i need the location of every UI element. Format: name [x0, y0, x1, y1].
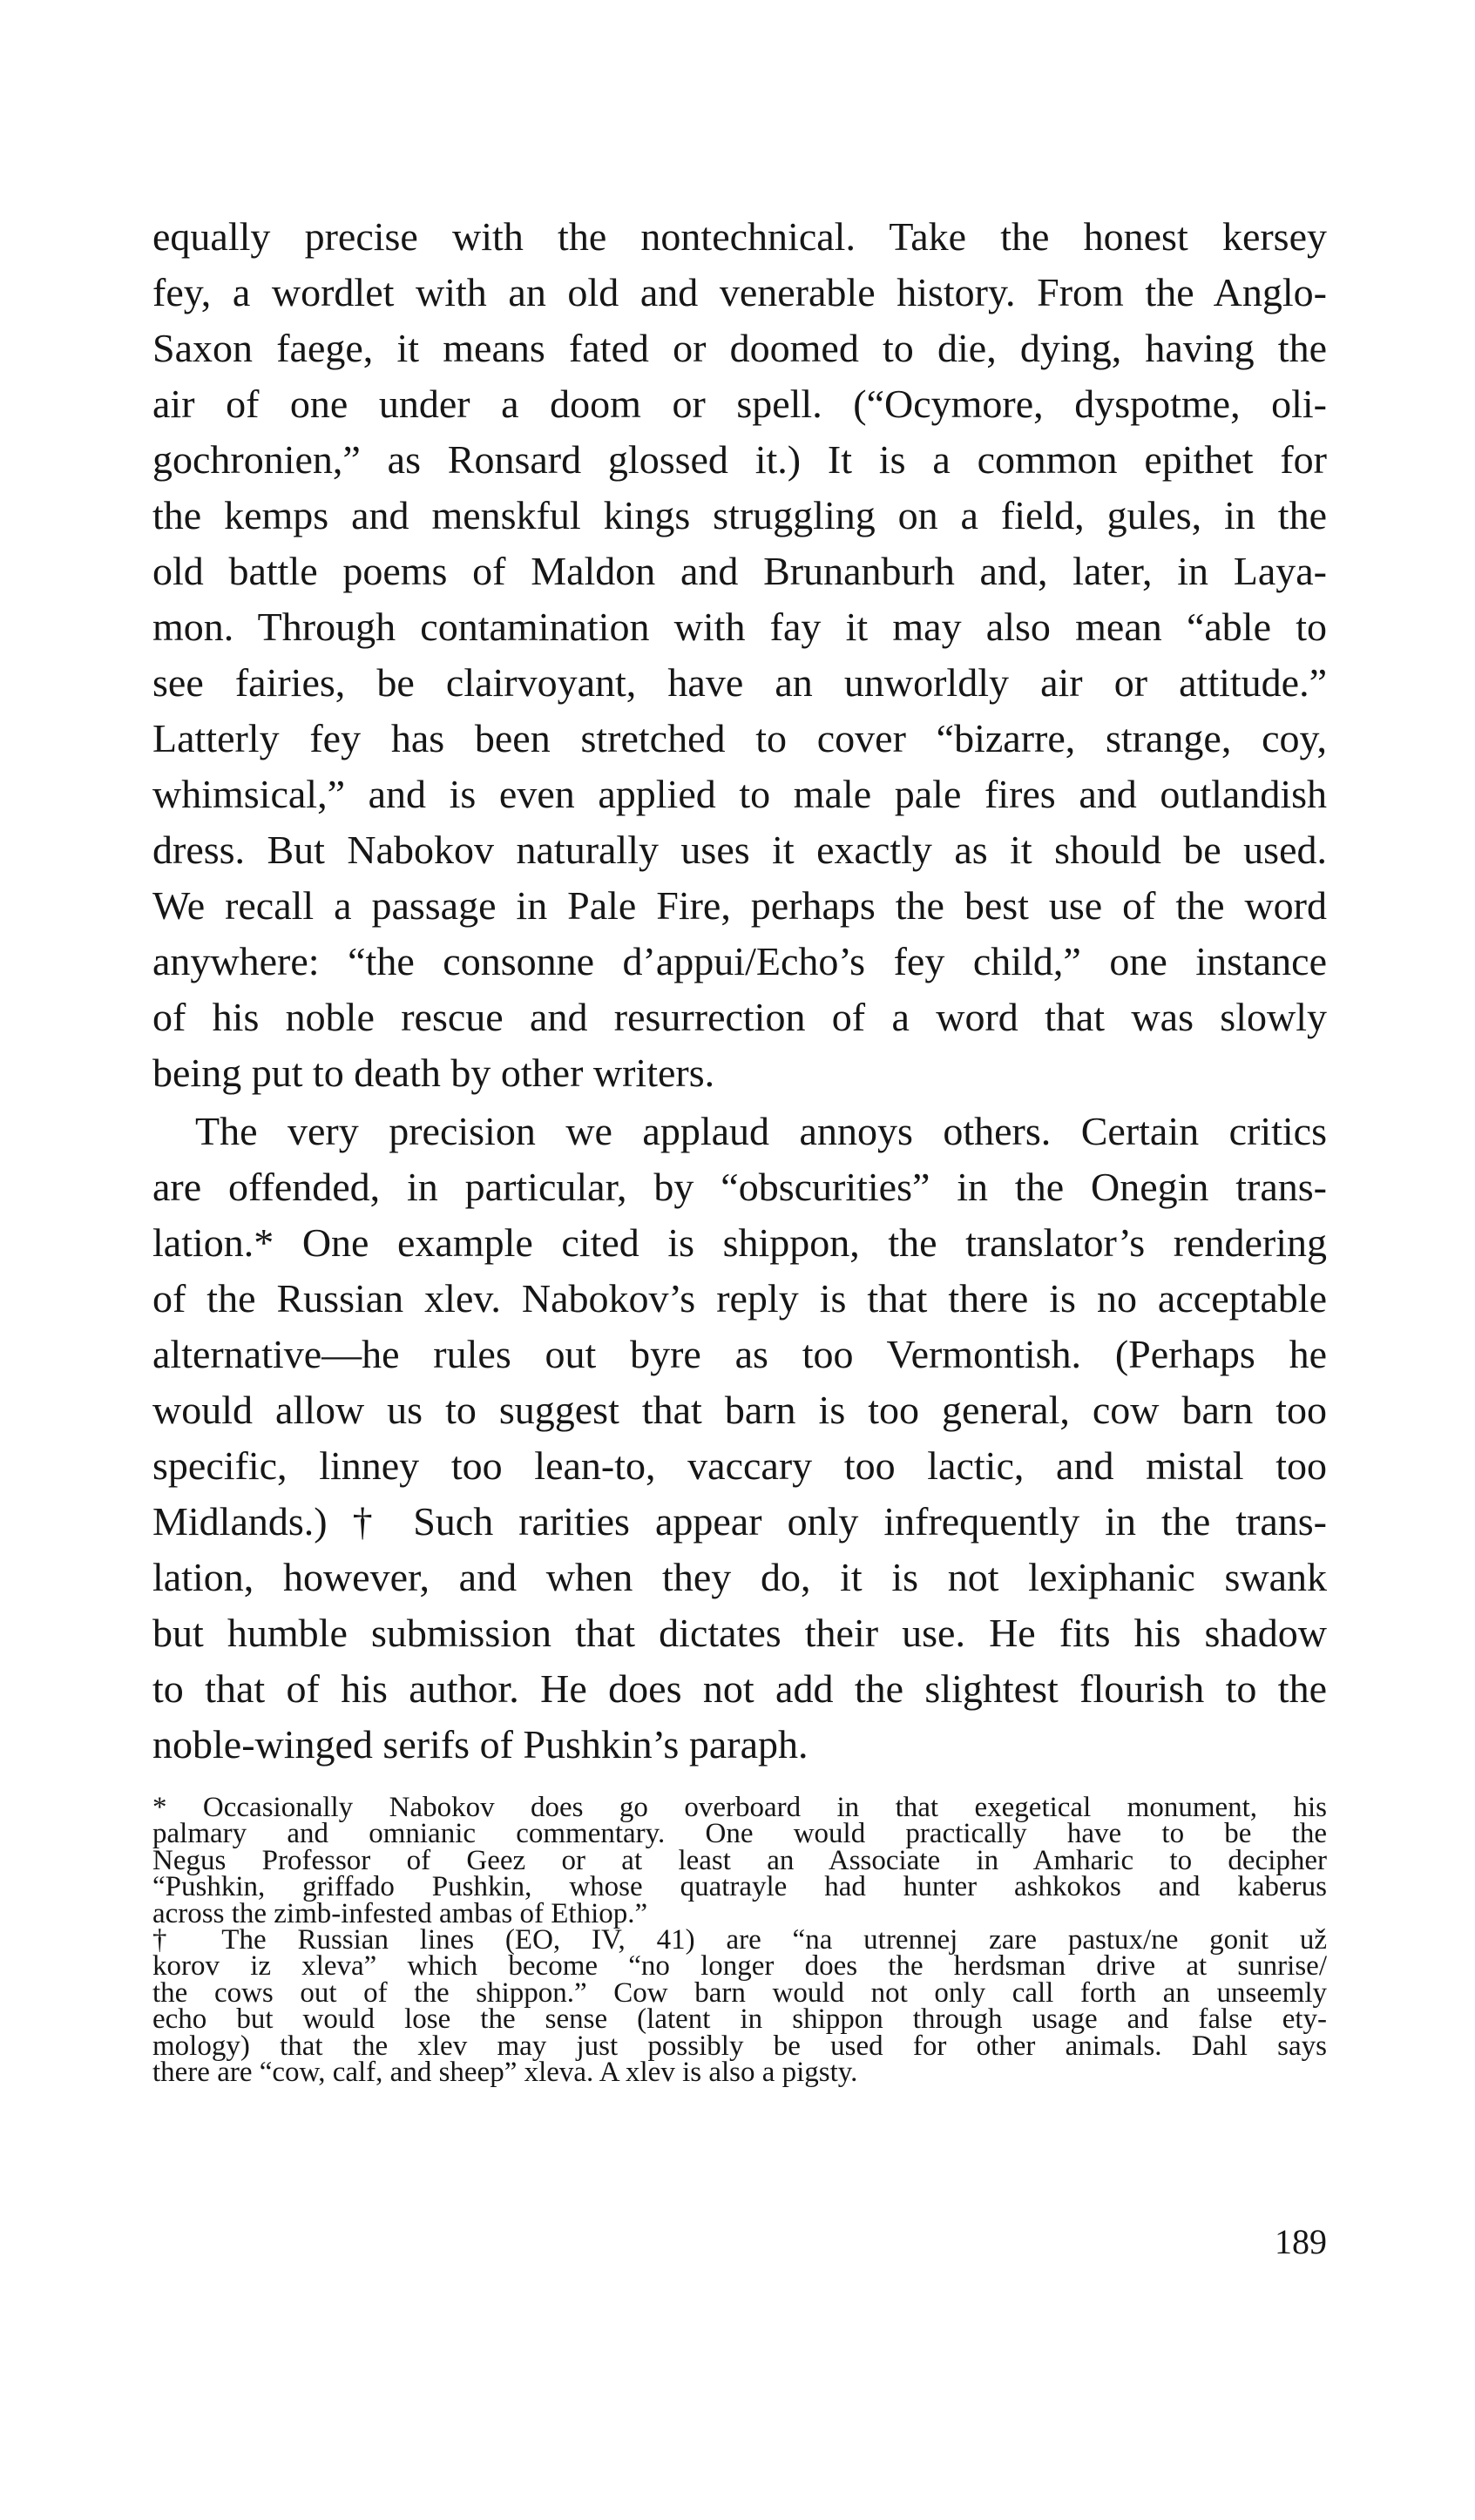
text-line: anywhere: “the consonne d’appui/Echo’s fey child,” one instance	[152, 939, 1327, 983]
text-line: noble-winged serifs of Pushkin’s paraph.	[152, 1722, 809, 1767]
footnote-line: “Pushkin, griffado Pushkin, whose quatrayle had hunter ashkokos and kaberus	[152, 1871, 1327, 1903]
main-text	[152, 209, 1327, 1773]
text-line: Midlands.) † Such rarities appear only infrequently in the trans-	[152, 1499, 1327, 1544]
text-line: see fairies, be clairvoyant, have an unworldly air or attitude.”	[152, 660, 1327, 705]
footnotes	[152, 1792, 1327, 2088]
footnote-line: † The Russian lines (EO, IV, 41) are “na utrennej zare pastux/ne gonit už	[152, 1923, 1327, 1956]
text-line: but humble submission that dictates their use. He fits his shadow	[152, 1611, 1327, 1655]
text-line: We recall a passage in Pale Fire, perhaps the best use of the word	[152, 883, 1327, 928]
text-line: specific, linney too lean-to, vaccary too lactic, and mistal too	[152, 1443, 1327, 1488]
footnote-line: palmary and omnianic commentary. One would practically have to be the	[152, 1818, 1327, 1850]
text-line: being put to death by other writers.	[152, 1051, 715, 1095]
text-line: of his noble rescue and resurrection of a word that was slowly	[152, 995, 1327, 1039]
footnote-line: there are “cow, calf, and sheep” xleva. A xlev is also a pigsty.	[152, 2056, 858, 2088]
text-line: of the Russian xlev. Nabokov’s reply is that there is no acceptable	[152, 1276, 1327, 1321]
text-line: lation, however, and when they do, it is not lexiphanic swank	[152, 1555, 1327, 1599]
footnote-line: the cows out of the shippon.” Cow barn would not only call forth an unseemly	[152, 1976, 1327, 2009]
text-line: alternative—he rules out byre as too Vermontish. (Perhaps he	[152, 1332, 1327, 1376]
footnote-line: across the zimb-infested ambas of Ethiop.”	[152, 1897, 648, 1929]
text-line: The very precision we applaud annoys others. Certain critics	[195, 1109, 1327, 1153]
footnote-line: Negus Professor of Geez or at least an Associate in Amharic to decipher	[152, 1844, 1327, 1876]
text-line: Latterly fey has been stretched to cover “bizarre, strange, coy,	[152, 716, 1327, 760]
page-number: 189	[1275, 2222, 1327, 2261]
footnote-line: echo but would lose the sense (latent in shippon through usage and false ety-	[152, 2003, 1327, 2036]
footnote-line: korov iz xleva” which become “no longer does the herdsman drive at sunrise/	[152, 1950, 1327, 1983]
text-line: equally precise with the nontechnical. Take the honest kersey	[152, 214, 1327, 259]
text-line: gochronien,” as Ronsard glossed it.) It is a common epithet for	[152, 437, 1327, 482]
text-line: lation.* One example cited is shippon, the translator’s rendering	[152, 1220, 1327, 1265]
text-line: are offended, in particular, by “obscurities” in the Onegin trans-	[152, 1165, 1327, 1209]
footnote-line: mology) that the xlev may just possibly be used for other animals. Dahl says	[152, 2030, 1327, 2062]
text-line: to that of his author. He does not add the slightest flourish to the	[152, 1666, 1327, 1711]
text-line: would allow us to suggest that barn is too general, cow barn too	[152, 1388, 1327, 1432]
text-line: the kemps and menskful kings struggling on a field, gules, in the	[152, 493, 1327, 537]
text-line: air of one under a doom or spell. (“Ocymore, dyspotme, oli-	[152, 382, 1327, 426]
footnote-line: * Occasionally Nabokov does go overboard in that exegetical monument, his	[152, 1792, 1327, 1823]
text-line: Saxon faege, it means fated or doomed to die, dying, having the	[152, 326, 1327, 370]
text-line: fey, a wordlet with an old and venerable history. From the Anglo-	[152, 270, 1327, 314]
text-line: mon. Through contamination with fay it may also mean “able to	[152, 605, 1327, 649]
text-line: whimsical,” and is even applied to male pale fires and outlandish	[152, 772, 1327, 816]
text-line: old battle poems of Maldon and Brunanburh and, later, in Laya-	[152, 549, 1327, 593]
text-line: dress. But Nabokov naturally uses it exactly as it should be used.	[152, 828, 1327, 872]
